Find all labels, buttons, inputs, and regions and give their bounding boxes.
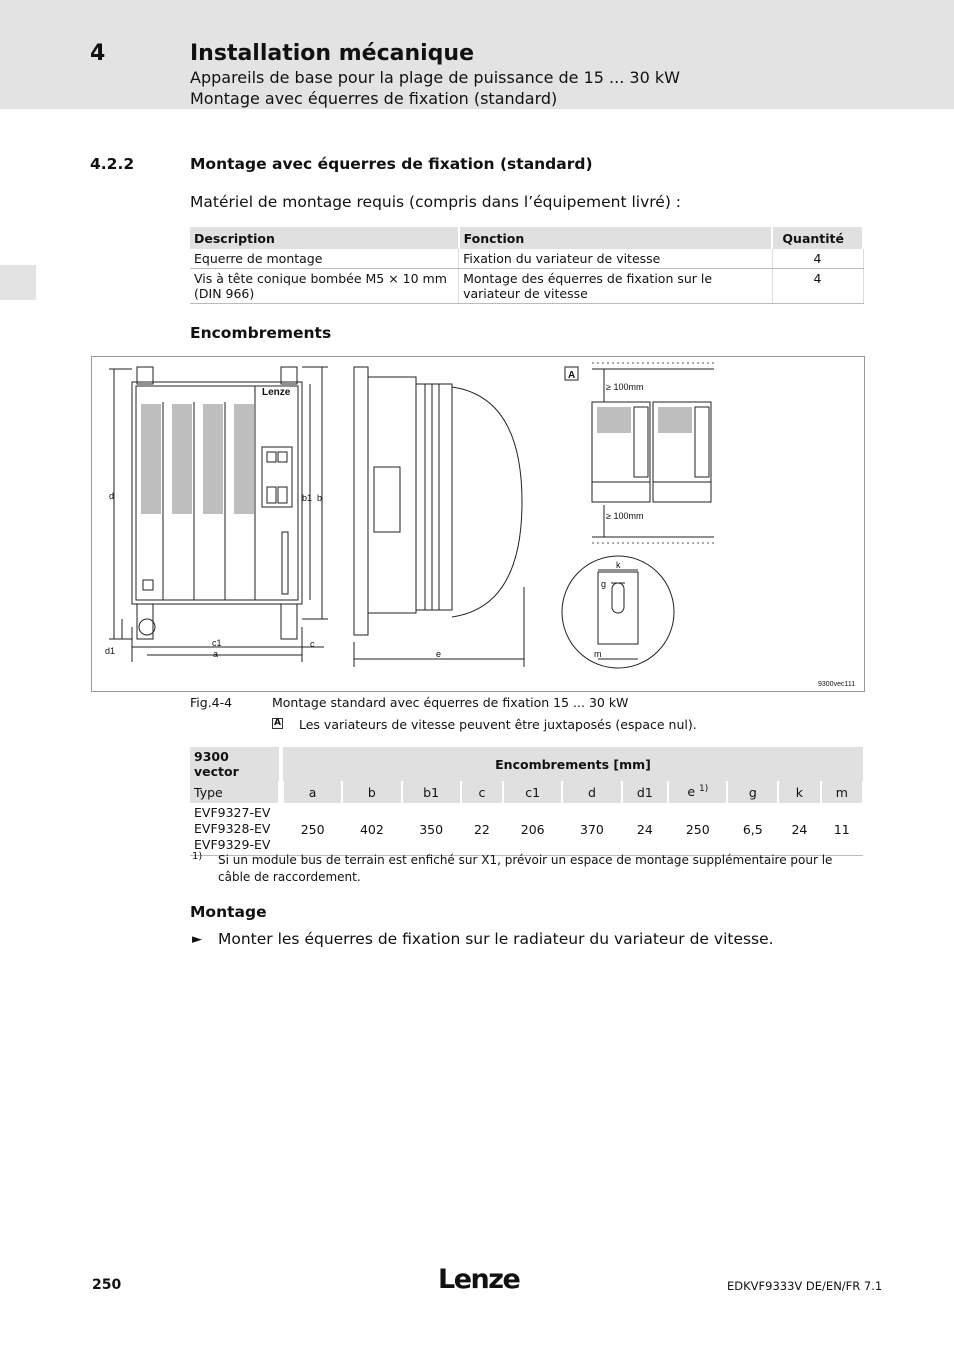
column-header: a — [283, 781, 342, 803]
footnote-mark: 1) — [192, 851, 203, 862]
type-item: EVF9328-EV — [194, 821, 271, 836]
key-a-label: A — [568, 370, 576, 381]
column-header: d1 — [622, 781, 669, 803]
montage-heading: Montage — [190, 903, 267, 921]
dimensions-heading: Encombrements — [190, 324, 332, 342]
table-cell: 250 — [283, 803, 342, 856]
column-header: Fonction — [459, 227, 772, 249]
dim-label-g: g — [601, 579, 607, 589]
materials-table — [190, 227, 864, 304]
dimension-drawing-svg — [92, 357, 866, 693]
dim-label-d1: d1 — [105, 646, 116, 656]
section-number: 4.2.2 — [90, 155, 135, 173]
table-header-row — [190, 227, 863, 249]
group-header: Encombrements [mm] — [283, 747, 863, 781]
table-cell: 11 — [821, 803, 863, 856]
column-header-e: e — [687, 784, 696, 800]
figure-note-key: A — [272, 718, 283, 729]
table-row — [190, 269, 863, 304]
drawing-code: 9300vec111 — [818, 681, 856, 688]
section-intro: Matériel de montage requis (compris dans l’équipement livré) : — [190, 193, 682, 211]
dim-label-b: b — [317, 493, 323, 503]
column-header: b1 — [402, 781, 461, 803]
footnote-text: Si un module bus de terrain est enfiché sur X1, prévoir un espace de montage supplémentaire pour le câble de raccordement. — [218, 853, 833, 884]
column-header: g — [727, 781, 778, 803]
dim-label-c1: c1 — [212, 638, 222, 648]
dim-label-e: e — [436, 649, 442, 659]
table-cell: Vis à tête conique bombée M5 × 10 mm (DIN 966) — [190, 269, 459, 304]
montage-step: Monter les équerres de fixation sur le radiateur du variateur de vitesse. — [218, 930, 774, 948]
chapter-subtitle-2: Montage avec équerres de fixation (standard) — [190, 89, 558, 108]
device-logo: Lenze — [262, 387, 291, 398]
column-header: d — [562, 781, 621, 803]
chapter-number: 4 — [90, 41, 106, 66]
dim-label-c: c — [310, 639, 315, 649]
chapter-subtitle-1: Appareils de base pour la plage de puissance de 15 ... 30 kW — [190, 68, 680, 87]
table-cell: Equerre de montage — [190, 249, 459, 269]
figure-note: Les variateurs de vitesse peuvent être juxtaposés (espace nul). — [299, 717, 697, 732]
bullet-arrow-icon: ► — [192, 932, 202, 947]
type-item: EVF9327-EV — [194, 805, 271, 820]
table-header-row — [190, 781, 863, 803]
column-header: Description — [190, 227, 459, 249]
column-header: Quantité — [772, 227, 863, 249]
column-header: c — [461, 781, 503, 803]
table-cell: 24 — [778, 803, 820, 856]
table-cell: Fixation du variateur de vitesse — [459, 249, 772, 269]
dimension-drawing — [91, 356, 865, 692]
table-cell: 370 — [562, 803, 621, 856]
table-cell: 6,5 — [727, 803, 778, 856]
dim-label-k: k — [616, 560, 621, 570]
table-row — [190, 249, 863, 269]
dim-label-m: m — [594, 649, 602, 659]
table-cell: 4 — [772, 249, 863, 269]
column-header: k — [778, 781, 820, 803]
column-header — [668, 781, 727, 803]
footer-logo: Lenze — [438, 1264, 520, 1295]
dim-label-a: a — [213, 649, 219, 659]
column-header: m — [821, 781, 863, 803]
dim-label-b1: b1 — [302, 493, 313, 503]
table-cell: 24 — [622, 803, 669, 856]
clearance-top-label: ≥ 100mm — [606, 382, 644, 392]
clearance-bottom-label: ≥ 100mm — [606, 511, 644, 521]
column-header: c1 — [503, 781, 562, 803]
column-header: b — [342, 781, 401, 803]
type-list — [190, 803, 279, 856]
type-item: EVF9329-EV — [194, 837, 271, 852]
page-number: 250 — [92, 1277, 122, 1293]
table-cell: 22 — [461, 803, 503, 856]
footnote-ref: 1) — [699, 784, 709, 795]
table-cell: 402 — [342, 803, 401, 856]
figure-number: Fig.4-4 — [190, 695, 233, 710]
type-header: Type — [190, 781, 279, 803]
table-cell: 350 — [402, 803, 461, 856]
dim-label-d: d — [109, 491, 115, 501]
table-row — [190, 803, 863, 856]
chapter-title: Installation mécanique — [190, 41, 474, 66]
table-header-row — [190, 747, 863, 781]
series-header: 9300 vector — [190, 747, 279, 781]
figure-caption: Montage standard avec équerres de fixation 15 ... 30 kW — [272, 695, 629, 710]
dimensions-table — [190, 747, 864, 856]
section-title: Montage avec équerres de fixation (standard) — [190, 155, 593, 173]
table-cell: Montage des équerres de fixation sur le variateur de vitesse — [459, 269, 772, 304]
chapter-header — [0, 0, 954, 109]
table-cell: 206 — [503, 803, 562, 856]
document-id: EDKVF9333V DE/EN/FR 7.1 — [727, 1279, 883, 1293]
chapter-side-tab — [0, 265, 36, 300]
table-cell: 4 — [772, 269, 863, 304]
table-cell: 250 — [668, 803, 727, 856]
